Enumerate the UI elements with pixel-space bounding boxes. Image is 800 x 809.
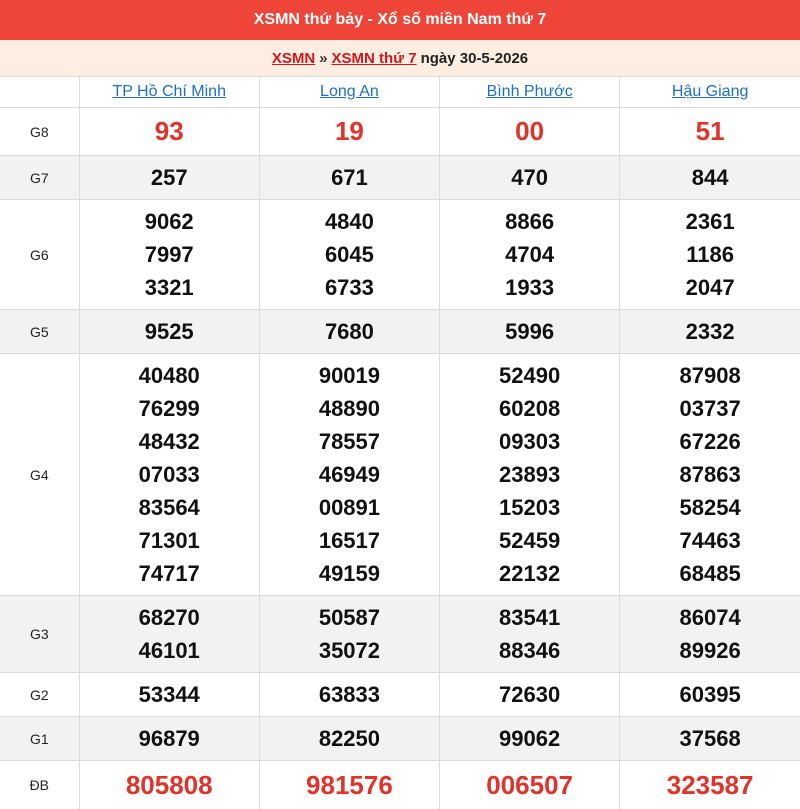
- result-number: 52490: [499, 363, 561, 388]
- result-cell: [620, 717, 800, 761]
- result-number: 48890: [318, 396, 381, 421]
- province-header: [440, 77, 620, 108]
- province-header-row: [0, 77, 800, 108]
- result-cell: [79, 108, 259, 156]
- result-number: 53344: [138, 682, 200, 707]
- result-number: 68485: [679, 561, 741, 586]
- result-number: 35072: [318, 638, 381, 663]
- result-number: 58254: [679, 495, 741, 520]
- result-cell: [79, 310, 259, 354]
- prize-label: G8: [0, 108, 79, 156]
- province-link[interactable]: TP Hồ Chí Minh: [112, 83, 226, 100]
- result-cell: [79, 354, 259, 596]
- result-cell: [259, 596, 439, 673]
- result-number: 71301: [138, 528, 200, 553]
- province-header: [79, 77, 259, 108]
- result-number: 46949: [318, 462, 381, 487]
- result-number: 63833: [318, 682, 381, 707]
- result-number: 22132: [499, 561, 561, 586]
- result-number: 7997: [144, 242, 194, 267]
- prize-label: G4: [0, 354, 79, 596]
- result-number: 9062: [144, 209, 194, 234]
- result-cell: [620, 156, 800, 200]
- result-number: 99062: [499, 726, 561, 751]
- result-number: 60395: [679, 682, 741, 707]
- result-number: 470: [511, 165, 548, 190]
- result-number: 83541: [499, 605, 561, 630]
- result-cell: [440, 761, 620, 809]
- result-number: 00: [515, 116, 545, 146]
- result-number: 4840: [324, 209, 374, 234]
- result-number: 844: [691, 165, 729, 190]
- result-cell: [620, 673, 800, 717]
- breadcrumb-separator: »: [319, 49, 328, 67]
- result-number: 006507: [486, 769, 574, 800]
- prize-row-g5: [0, 310, 800, 354]
- result-number: 48432: [138, 429, 200, 454]
- result-cell: [620, 108, 800, 156]
- breadcrumb-link-xsmn-thu-7[interactable]: XSMN thứ 7: [331, 49, 417, 67]
- header-corner: [0, 77, 79, 108]
- result-number: 67226: [679, 429, 741, 454]
- result-cell: [620, 354, 800, 596]
- result-cell: [79, 673, 259, 717]
- prize-label: G6: [0, 200, 79, 310]
- prize-row-g3: [0, 596, 800, 673]
- prize-row-g7: [0, 156, 800, 200]
- result-cell: [440, 108, 620, 156]
- result-number: 93: [154, 116, 184, 146]
- result-number: 40480: [138, 363, 200, 388]
- result-number: 82250: [318, 726, 381, 751]
- prize-label: G5: [0, 310, 79, 354]
- result-number: 49159: [318, 561, 381, 586]
- result-cell: [259, 108, 439, 156]
- result-number: 09303: [499, 429, 561, 454]
- result-cell: [259, 310, 439, 354]
- breadcrumb: [0, 40, 800, 76]
- result-cell: [620, 200, 800, 310]
- prize-label: G2: [0, 673, 79, 717]
- result-cell: [259, 354, 439, 596]
- result-cell: [620, 761, 800, 809]
- prize-row-g1: [0, 717, 800, 761]
- result-number: 37568: [679, 726, 741, 751]
- province-header: [620, 77, 800, 108]
- result-number: 9525: [144, 319, 194, 344]
- prize-label: G3: [0, 596, 79, 673]
- result-number: 51: [695, 116, 725, 146]
- province-header: [259, 77, 439, 108]
- result-number: 86074: [679, 605, 741, 630]
- prize-row-db: [0, 761, 800, 809]
- result-cell: [259, 761, 439, 809]
- result-cell: [440, 156, 620, 200]
- page-title: XSMN thứ bảy - Xổ số miền Nam thứ 7: [253, 11, 547, 28]
- prize-label: G7: [0, 156, 79, 200]
- result-number: 87863: [679, 462, 741, 487]
- results-table: [0, 76, 800, 809]
- result-number: 87908: [679, 363, 741, 388]
- result-number: 981576: [306, 769, 393, 800]
- breadcrumb-link-xsmn[interactable]: XSMN: [271, 49, 316, 67]
- result-number: 1186: [686, 242, 734, 267]
- province-link[interactable]: Hậu Giang: [671, 83, 749, 100]
- result-number: 46101: [138, 638, 200, 663]
- result-number: 805808: [125, 769, 213, 800]
- result-cell: [440, 717, 620, 761]
- result-cell: [440, 200, 620, 310]
- result-number: 2047: [685, 275, 735, 300]
- result-number: 88346: [499, 638, 561, 663]
- result-number: 2361: [685, 209, 735, 234]
- result-number: 1933: [505, 275, 555, 300]
- result-number: 83564: [138, 495, 200, 520]
- result-number: 8866: [505, 209, 555, 234]
- breadcrumb-date: ngày 30-5-2026: [420, 49, 529, 67]
- result-number: 89926: [679, 638, 741, 663]
- result-number: 78557: [318, 429, 381, 454]
- result-number: 671: [331, 165, 368, 190]
- result-cell: [79, 156, 259, 200]
- result-cell: [440, 354, 620, 596]
- result-number: 3321: [144, 275, 194, 300]
- result-number: 323587: [666, 769, 754, 800]
- result-number: 76299: [138, 396, 200, 421]
- result-number: 74463: [679, 528, 741, 553]
- result-cell: [79, 717, 259, 761]
- result-cell: [79, 200, 259, 310]
- result-number: 52459: [499, 528, 561, 553]
- prize-row-g2: [0, 673, 800, 717]
- result-number: 6733: [324, 275, 374, 300]
- result-cell: [79, 761, 259, 809]
- result-cell: [259, 717, 439, 761]
- prize-label: G1: [0, 717, 79, 761]
- result-number: 72630: [499, 682, 561, 707]
- result-number: 74717: [138, 561, 200, 586]
- result-number: 19: [334, 116, 364, 146]
- result-number: 23893: [499, 462, 561, 487]
- result-number: 5996: [505, 319, 555, 344]
- province-link[interactable]: Long An: [320, 83, 379, 100]
- result-number: 4704: [505, 242, 555, 267]
- prize-row-g8: [0, 108, 800, 156]
- result-number: 03737: [679, 396, 741, 421]
- prize-row-g6: [0, 200, 800, 310]
- prize-label: ĐB: [0, 761, 79, 809]
- page-header: [0, 0, 800, 40]
- result-number: 7680: [324, 319, 374, 344]
- result-cell: [259, 200, 439, 310]
- prize-table-body: [0, 108, 800, 809]
- result-number: 16517: [318, 528, 381, 553]
- result-number: 68270: [138, 605, 200, 630]
- result-number: 96879: [138, 726, 200, 751]
- result-number: 257: [150, 165, 188, 190]
- result-cell: [440, 310, 620, 354]
- result-number: 6045: [324, 242, 374, 267]
- result-cell: [259, 673, 439, 717]
- result-cell: [79, 596, 259, 673]
- result-number: 50587: [318, 605, 381, 630]
- result-number: 90019: [318, 363, 381, 388]
- result-cell: [440, 673, 620, 717]
- result-cell: [259, 156, 439, 200]
- prize-row-g4: [0, 354, 800, 596]
- result-number: 2332: [685, 319, 735, 344]
- result-number: 00891: [318, 495, 381, 520]
- result-number: 15203: [499, 495, 561, 520]
- result-number: 60208: [499, 396, 561, 421]
- result-cell: [440, 596, 620, 673]
- result-cell: [620, 310, 800, 354]
- province-link[interactable]: Bình Phước: [486, 83, 573, 100]
- result-number: 07033: [138, 462, 200, 487]
- result-cell: [620, 596, 800, 673]
